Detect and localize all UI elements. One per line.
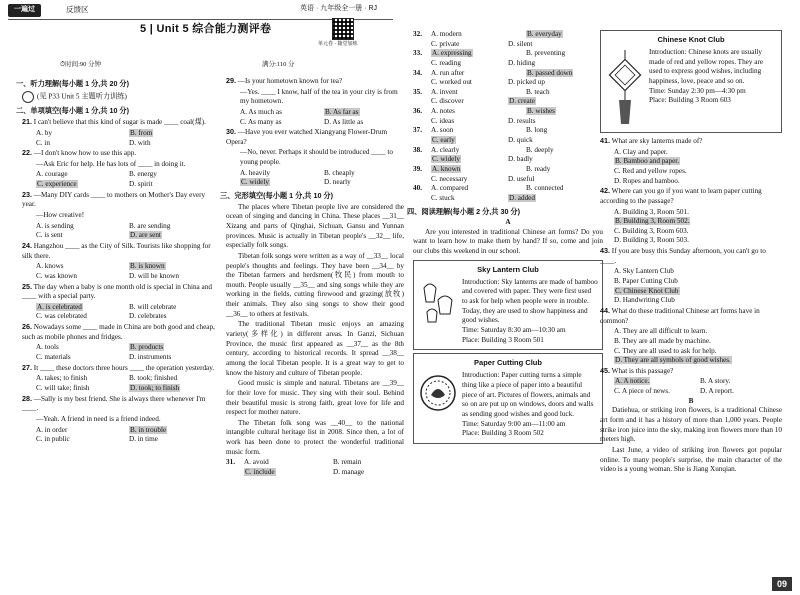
options-45 <box>600 377 782 396</box>
option[interactable]: B. products <box>130 343 164 352</box>
option[interactable]: B. deeply <box>526 145 554 154</box>
option[interactable]: B. are sending <box>129 221 171 230</box>
column-1 <box>16 76 218 445</box>
question-41: 41. What are sky lanterns made of? <box>600 136 703 146</box>
option[interactable]: B. A story. <box>700 377 731 386</box>
sky-lantern-intro: Introduction: Sky lanterns are made of bamboo and covered with paper. They were first used to ask for help when people were in trouble. Today, they are used to show happiness and good wishes. <box>462 277 598 325</box>
options-21 <box>22 129 218 148</box>
full-score: 满分:110 分 <box>262 61 295 68</box>
qr-code-icon[interactable] <box>332 18 354 40</box>
column-3 <box>407 30 603 444</box>
option[interactable]: A. notes <box>431 107 455 116</box>
page-number: 09 <box>772 577 792 591</box>
option[interactable]: B. from <box>130 128 153 137</box>
option[interactable]: C. widely <box>432 155 460 164</box>
option[interactable]: A. is sending <box>36 221 74 230</box>
paper-cutting-time: Time: Saturday 9:00 am—11:00 am <box>462 419 566 428</box>
paper-cutting-club-card <box>413 353 603 444</box>
option[interactable]: D. picked up <box>508 78 545 87</box>
headphone-icon <box>22 91 34 103</box>
option[interactable]: B. in trouble <box>130 425 167 434</box>
question-24: 24. Hangzhou ____ as the City of Silk. Tourists like shopping for silk there. <box>22 240 211 260</box>
part-b-label: B <box>688 396 694 405</box>
question-28-line2: —Yeah. A friend in need is a friend indeed. <box>36 414 161 423</box>
column-4 <box>600 30 782 476</box>
option[interactable]: A. soon <box>431 126 454 135</box>
option[interactable]: D. They are all symbols of good wishes. <box>615 356 731 365</box>
cloze-paragraph-5: The Tibetan folk song was __40__ to the national intangible cultural heritage list in 2008. Since then, a lot of work has been done to protect the wonderful traditional music form. <box>226 418 404 456</box>
question-number: 34. <box>413 68 422 77</box>
option[interactable]: B. They are all made by machine. <box>614 336 711 345</box>
option[interactable]: C. Chinese Knot Club <box>615 286 679 295</box>
options-42 <box>600 208 782 247</box>
sky-lantern-time: Time: Saturday 8:30 am—10:30 am <box>462 325 566 334</box>
option[interactable]: C. include <box>245 467 275 476</box>
passage-b-paragraph-2: Last June, a video of striking iron flowers got popular online. To many people's surprise, the main character of the video is a young woman. She is Jiang Xunqian. <box>600 445 782 474</box>
paper-cutting-intro: Introduction: Paper cutting turns a simple thing like a piece of paper into a beautiful piece of art. Pictures of flowers, animals and so on are put up on windows, doors and walls as sending good wishes and good luck. <box>462 371 594 418</box>
cloze-question-33 <box>413 49 603 68</box>
option[interactable]: A. by <box>36 128 52 137</box>
option[interactable]: B. everyday <box>527 30 562 38</box>
option[interactable]: D. spirit <box>129 180 153 189</box>
options-26 <box>22 343 218 362</box>
option[interactable]: B. Building 3, Room 502. <box>615 217 690 226</box>
option[interactable]: C. experience <box>37 180 77 189</box>
cloze-paragraph-3: The traditional Tibetan music enjoys an amazing variety(多样化) in different areas. In Ganzi, Sichuan Province, the music first appeared as __37__ as the 8th century, according to historical records. It spread __38__ among the local Tibetan people. It is a great way to get to know the history and culture of Tibetan people. <box>226 320 404 377</box>
chinese-knot-place: Place: Building 3 Room 603 <box>649 96 731 105</box>
question-42: 42. Where can you go if you want to learn paper cutting according to the passage? <box>600 186 762 205</box>
column-2 <box>220 76 404 478</box>
option[interactable]: A. modern <box>431 30 462 38</box>
option[interactable]: B. ready <box>526 164 551 173</box>
option[interactable]: C. early <box>432 136 455 145</box>
paper-cutting-club-title: Paper Cutting Club <box>474 358 542 368</box>
passage-b-paragraph-1: Datiehua, or striking iron flowers, is a traditional Chinese art form and it has a history of more than 1,000 years. People strike iron juice into the sky, making iron flowers more than 10 meters high. <box>600 406 782 444</box>
cloze-question-37 <box>413 126 603 145</box>
question-number: 38. <box>413 145 422 154</box>
chinese-knot-intro: Introduction: Chinese knots are usually made of red and yellow ropes. They are used to express good wishes, including happiness, love, peace and so on. <box>649 48 764 85</box>
cloze-paragraph-4: Good music is simple and natural. Tibetans are __39__ for their love for music. They sing with their soul. Behind their beautiful music is strong faith, great love for life and respect for mother nature. <box>226 379 404 417</box>
option[interactable]: A. Sky Lantern Club <box>614 267 674 276</box>
option[interactable]: C. ideas <box>431 116 455 125</box>
chinese-knot-club-card <box>600 30 782 133</box>
subject-label: 英语 · 九年级全一册 · RJ <box>300 5 377 12</box>
options-24 <box>22 262 218 281</box>
cloze-question-32 <box>413 30 603 49</box>
question-27: 27. It ____ these doctors three hours ____ the operation yesterday. <box>22 362 215 372</box>
option[interactable]: B. Bamboo and paper. <box>615 157 680 166</box>
question-21: 21. I can't believe that this kind of sugar is made ____ coal(煤). <box>22 117 206 127</box>
question-44: 44. What do these traditional Chinese art forms have in common? <box>600 305 760 325</box>
cloze-question-38 <box>413 146 603 165</box>
option[interactable]: D. As little as <box>324 117 364 126</box>
feedback-tag: 反馈区 <box>66 5 89 14</box>
question-23-line2: —How creative! <box>36 211 85 220</box>
section-single-choice: 二、单项填空(每小题 1 分,共 10 分) <box>16 105 130 115</box>
question-45: 45. What is this passage? <box>600 365 674 375</box>
question-number: 32. <box>413 30 422 38</box>
option[interactable]: A. tools <box>36 343 59 352</box>
option[interactable]: A. expressing <box>432 49 472 58</box>
chinese-knot-time: Time: Sunday 2:30 pm—4:30 pm <box>649 86 746 95</box>
option[interactable]: C. reading <box>431 58 461 67</box>
option[interactable]: C. necessary <box>431 174 468 183</box>
options-22 <box>22 170 218 189</box>
option[interactable]: C. worked out <box>431 78 472 87</box>
option[interactable]: A. avoid <box>244 458 269 467</box>
qr-note: 单元卷 · 随堂加练 <box>318 41 358 47</box>
sky-lantern-club-card <box>413 260 603 351</box>
paper-cutting-place: Place: Building 3 Room 502 <box>462 429 544 438</box>
option[interactable]: C. Building 3, Room 603. <box>614 226 689 235</box>
listening-note: (见 P33 Unit 5 主题听力训练) <box>22 91 218 103</box>
option[interactable]: D. manage <box>333 467 365 476</box>
cloze-paragraph-1: The places where Tibetan people live are considered the ocean of singing and dancing in China. These places __31__ Xizang and parts of Qinghai, Sichuan, Gansu and Yunnan provinces. Music is actually in Tibetan people's __32__ life, especially folk songs. <box>226 202 404 250</box>
option[interactable]: B. passed down <box>527 68 573 77</box>
option[interactable]: D. celebrates <box>129 312 167 321</box>
section-cloze: 三、完形填空(每小题 1 分,共 10 分) <box>220 191 334 201</box>
option[interactable]: C. in public <box>36 435 70 444</box>
cloze-options-list <box>413 30 603 204</box>
option[interactable]: A. takes; to finish <box>36 374 88 383</box>
option[interactable]: B. As far as <box>325 107 359 116</box>
option[interactable]: A. invent <box>431 87 458 96</box>
options-28 <box>22 426 218 445</box>
option[interactable]: B. preventing <box>526 49 566 58</box>
time-limit: ⏱时间:90 分钟 <box>60 61 102 68</box>
option[interactable]: D. Building 3, Room 503. <box>614 236 689 245</box>
option[interactable]: C. discover <box>431 97 464 106</box>
option[interactable]: C. As many as <box>240 117 282 126</box>
option[interactable]: C. is sent <box>36 231 63 240</box>
option[interactable]: B. is known <box>130 262 165 271</box>
option[interactable]: D. will be known <box>129 271 179 280</box>
option[interactable]: D. instruments <box>129 353 172 362</box>
option[interactable]: D. A report. <box>700 387 734 396</box>
option[interactable]: B. long <box>526 126 548 135</box>
question-number: 37. <box>413 126 422 135</box>
option[interactable]: C. will take; finish <box>36 383 90 392</box>
option[interactable]: A. is celebrated <box>37 302 82 311</box>
option[interactable]: D. create <box>509 97 535 106</box>
question-number: 39. <box>413 164 422 173</box>
option[interactable]: C. A piece of news. <box>614 387 670 396</box>
question-23: 23. —Many DIY cards ____ to mothers on Mother's Day every year. <box>22 189 206 209</box>
options-44 <box>600 327 782 366</box>
option[interactable]: C. was known <box>36 271 77 280</box>
question-30-line2: —No, never. Perhaps it should be introduced ____ to young people. <box>240 148 393 167</box>
option[interactable]: C. private <box>431 39 460 48</box>
sky-lantern-icon <box>418 278 458 330</box>
option[interactable]: D. results <box>508 116 536 125</box>
option[interactable]: D. hiding <box>508 58 536 67</box>
question-25: 25. The day when a baby is one month old is special in China and ____ with a special party. <box>22 281 212 301</box>
option[interactable]: A. heavily <box>240 168 270 177</box>
question-number: 40. <box>413 184 422 193</box>
options-29 <box>226 108 404 127</box>
option[interactable]: B. Paper Cutting Club <box>614 277 678 286</box>
question-22: 22. —I don't know how to use this app. <box>22 148 137 158</box>
options-41 <box>600 148 782 187</box>
options-27 <box>22 374 218 393</box>
option[interactable]: D. badly <box>508 155 533 164</box>
option[interactable]: B. cheaply <box>324 168 355 177</box>
page-title: 5 | Unit 5 综合能力测评卷 <box>140 23 272 35</box>
option[interactable]: D. in time <box>129 435 158 444</box>
option[interactable]: C. They are all used to ask for help. <box>614 346 717 355</box>
option[interactable]: D. with <box>129 138 151 147</box>
part-a-label: A <box>505 218 511 227</box>
option[interactable]: B. will celebrate <box>129 302 177 311</box>
option[interactable]: B. energy <box>129 170 157 179</box>
option[interactable]: D. Handwriting Club <box>614 296 675 305</box>
option[interactable]: D. are sent <box>130 231 161 240</box>
question-26: 26. Nowadays some ____ made in China are both good and cheap, such as mobile phones and fridges. <box>22 322 215 341</box>
option[interactable]: A. known <box>432 164 461 173</box>
sky-lantern-place: Place: Building 3 Room 501 <box>462 335 544 344</box>
section-reading: 四、阅读理解(每小题 2 分,共 30 分) <box>407 206 521 216</box>
question-number: 33. <box>413 49 422 58</box>
question-28: 28. —Sally is my best friend. She is always there whenever I'm ____. <box>22 393 206 413</box>
option[interactable]: D. took; to finish <box>130 383 180 392</box>
question-29-line2: —Yes. ____ I know, half of the tea in your city is from my hometown. <box>240 87 398 106</box>
options-31: 31. A. avoid B. remain C. include D. manage <box>226 458 404 477</box>
question-22-line2: —Ask Eric for help. He has lots of ____ in doing it. <box>36 159 186 168</box>
option[interactable]: C. was celebrated <box>36 312 87 321</box>
option[interactable]: B. took; finished <box>129 374 178 383</box>
reading-intro: Are you interested in traditional Chinese art forms? Do you want to learn how to make them by hand? If so, come and join our clubs this weekend in our school. <box>413 227 603 256</box>
option[interactable]: A. Clay and paper. <box>614 147 668 156</box>
option[interactable]: A. courage <box>36 170 68 179</box>
option[interactable]: C. materials <box>36 353 71 362</box>
option[interactable]: D. nearly <box>324 178 351 187</box>
option[interactable]: C. Red and yellow ropes. <box>614 166 687 175</box>
cloze-question-40 <box>413 184 603 203</box>
option[interactable]: A. They are all difficult to learn. <box>614 327 708 336</box>
cloze-question-35 <box>413 88 603 107</box>
option[interactable]: B. wishes <box>527 107 555 116</box>
option[interactable]: A. Building 3, Room 501. <box>614 207 689 216</box>
option[interactable]: D. quick <box>508 136 533 145</box>
option[interactable]: B. remain <box>333 458 362 467</box>
option[interactable]: A. knows <box>36 262 64 271</box>
cloze-paragraph-2: Tibetan folk songs were written as a way of __33__ local people's thoughts and feelings. They have been __34__ by the Tibetan farmers and herdsmen(牧民) from mouth to mouth. People usually __35__ and sing songs while they are working in the fields, cutting firewood and grazing(放牧) their animals. They also sing songs to show their good __36__ to others at festivals. <box>226 251 404 318</box>
option[interactable]: D. silent <box>508 39 533 48</box>
option[interactable]: B. connected <box>526 184 564 193</box>
cloze-question-34 <box>413 69 603 88</box>
option[interactable]: A. compared <box>431 184 469 193</box>
question-number: 36. <box>413 107 422 116</box>
option[interactable]: A. A notice. <box>615 377 650 386</box>
question-29: 29. —Is your hometown known for tea? <box>226 76 343 85</box>
question-30: 30. —Have you ever watched Xiangyang Flower-Drum Opera? <box>226 127 388 146</box>
options-30 <box>226 169 404 188</box>
options-43 <box>600 267 782 306</box>
question-number: 35. <box>413 87 422 96</box>
brand-logo: 一遍过 <box>8 4 41 17</box>
option[interactable]: A. run after <box>431 68 465 77</box>
option[interactable]: D. useful <box>508 174 535 183</box>
chinese-knot-icon <box>605 48 645 128</box>
options-25 <box>22 303 218 322</box>
question-43: 43. If you are busy this Sunday afternoon, you can't go to ____. <box>600 246 766 265</box>
option[interactable]: B. teach <box>526 87 550 96</box>
option[interactable]: C. stuck <box>431 193 455 202</box>
option[interactable]: A. clearly <box>431 145 460 154</box>
option[interactable]: A. As much as <box>240 107 282 116</box>
option[interactable]: C. in <box>36 138 50 147</box>
options-23 <box>22 222 218 241</box>
cloze-question-36 <box>413 107 603 126</box>
option[interactable]: C. widely <box>241 178 269 187</box>
paper-cutting-icon <box>418 371 458 423</box>
sky-lantern-club-title: Sky Lantern Club <box>477 264 539 274</box>
section-listening: 一、听力理解(每小题 1 分,共 20 分) <box>16 79 130 88</box>
option[interactable]: D. added <box>509 193 535 202</box>
option[interactable]: A. in order <box>36 425 68 434</box>
option[interactable]: D. Ropes and bamboo. <box>614 176 680 185</box>
chinese-knot-club-title: Chinese Knot Club <box>657 35 725 44</box>
cloze-question-39 <box>413 165 603 184</box>
